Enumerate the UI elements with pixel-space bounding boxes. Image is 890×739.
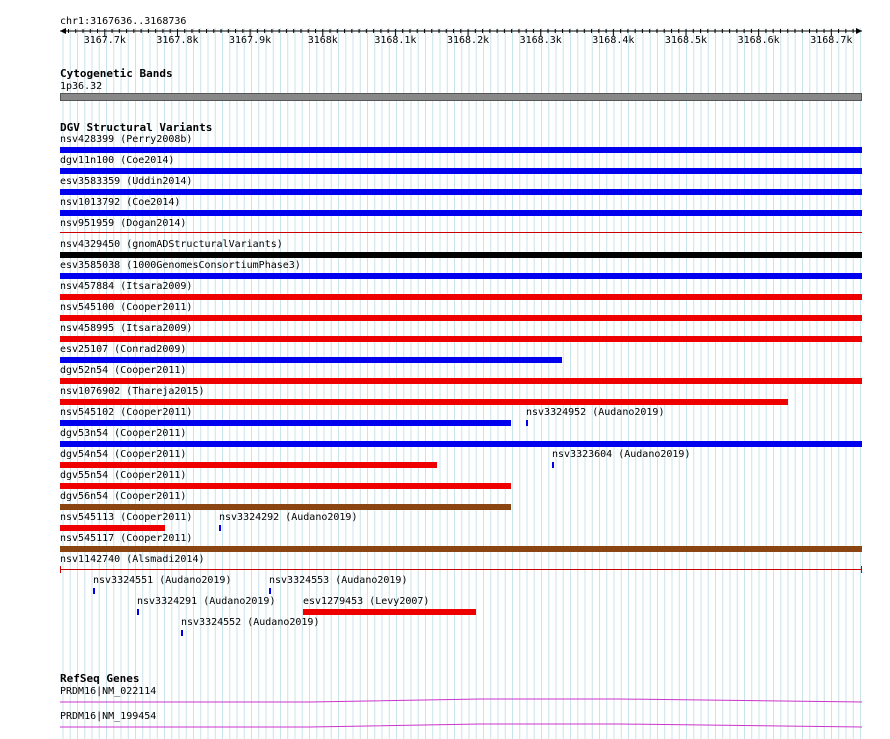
- dgv-feature-bar[interactable]: [303, 609, 476, 615]
- dgv-feature-bar[interactable]: [60, 315, 862, 321]
- ruler-tick-label: 3168.5k: [664, 35, 708, 46]
- dgv-feature-bar[interactable]: [60, 525, 165, 531]
- dgv-feature-label[interactable]: dgv53n54 (Cooper2011): [60, 428, 187, 439]
- dgv-feature-end-cap: [861, 566, 862, 573]
- ruler-right-arrow-icon: [856, 28, 862, 34]
- dgv-feature-bar[interactable]: [60, 168, 862, 174]
- ruler-tick-label: 3168.7k: [810, 35, 853, 46]
- ruler-tick-label: 3168.6k: [737, 35, 780, 46]
- dgv-feature-label[interactable]: nsv3324291 (Audano2019): [137, 596, 276, 607]
- dgv-feature-label[interactable]: nsv428399 (Perry2008b): [60, 134, 193, 145]
- dgv-feature-bar[interactable]: [137, 609, 139, 615]
- dgv-feature-label[interactable]: dgv55n54 (Cooper2011): [60, 470, 187, 481]
- dgv-feature-bar[interactable]: [60, 399, 788, 405]
- dgv-feature-label[interactable]: nsv545113 (Cooper2011): [60, 512, 193, 523]
- dgv-feature-label[interactable]: esv3583359 (Uddin2014): [60, 176, 193, 187]
- ruler-tick-label: 3167.9k: [229, 35, 272, 46]
- dgv-feature-bar[interactable]: [60, 294, 862, 300]
- dgv-feature-label[interactable]: dgv11n100 (Coe2014): [60, 155, 175, 166]
- dgv-feature-bar[interactable]: [60, 336, 862, 342]
- ruler-tick-label: 3167.7k: [83, 35, 126, 46]
- cytoband-track-title: Cytogenetic Bands: [60, 67, 173, 80]
- ruler-tick-label: 3168.1k: [374, 35, 417, 46]
- dgv-feature-bar[interactable]: [552, 462, 554, 468]
- refseq-gene-intron-line[interactable]: [60, 698, 862, 706]
- refseq-gene-path: [60, 699, 862, 702]
- ruler-tick-label: 3168.2k: [446, 35, 490, 46]
- dgv-feature-end-cap: [60, 566, 61, 573]
- dgv-feature-label[interactable]: nsv3323604 (Audano2019): [552, 449, 691, 460]
- dgv-feature-bar[interactable]: [60, 462, 437, 468]
- dgv-feature-bar[interactable]: [219, 525, 221, 531]
- dgv-feature-bar[interactable]: [93, 588, 95, 594]
- dgv-feature-bar[interactable]: [60, 210, 862, 216]
- dgv-feature-label[interactable]: nsv4329450 (gnomADStructuralVariants): [60, 239, 283, 250]
- dgv-feature-bar[interactable]: [60, 189, 862, 195]
- dgv-feature-label[interactable]: nsv1013792 (Coe2014): [60, 197, 181, 208]
- ruler-tick-label: 3167.8k: [156, 35, 199, 46]
- dgv-feature-bar[interactable]: [60, 420, 511, 426]
- dgv-feature-label[interactable]: nsv545117 (Cooper2011): [60, 533, 193, 544]
- refseq-gene-path: [60, 724, 862, 727]
- location-label: chr1:3167636..3168736: [60, 16, 187, 27]
- dgv-feature-label[interactable]: nsv3324553 (Audano2019): [269, 575, 408, 586]
- dgv-feature-label[interactable]: nsv458995 (Itsara2009): [60, 323, 193, 334]
- dgv-feature-bar[interactable]: [60, 546, 862, 552]
- dgv-feature-label[interactable]: esv3585038 (1000GenomesConsortiumPhase3): [60, 260, 301, 271]
- dgv-feature-bar[interactable]: [60, 147, 862, 153]
- dgv-feature-bar[interactable]: [60, 252, 862, 258]
- dgv-feature-bar[interactable]: [60, 504, 511, 510]
- ruler-tick-label: 3168.4k: [592, 35, 635, 46]
- dgv-feature-bar[interactable]: [60, 357, 562, 363]
- dgv-feature-label[interactable]: nsv3324292 (Audano2019): [219, 512, 358, 523]
- dgv-feature-bar[interactable]: [60, 273, 862, 279]
- dgv-feature-bar[interactable]: [60, 569, 862, 570]
- dgv-feature-bar[interactable]: [60, 483, 511, 489]
- ruler-left-arrow-icon: [60, 28, 66, 34]
- dgv-feature-bar[interactable]: [60, 232, 862, 233]
- dgv-feature-label[interactable]: esv1279453 (Levy2007): [303, 596, 430, 607]
- dgv-feature-label[interactable]: nsv3324551 (Audano2019): [93, 575, 232, 586]
- dgv-feature-label[interactable]: dgv56n54 (Cooper2011): [60, 491, 187, 502]
- refseq-gene-label[interactable]: PRDM16|NM_199454: [60, 711, 157, 722]
- refseq-gene-label[interactable]: PRDM16|NM_022114: [60, 686, 157, 697]
- dgv-feature-bar[interactable]: [60, 378, 862, 384]
- dgv-feature-label[interactable]: nsv1142740 (Alsmadi2014): [60, 554, 205, 565]
- dgv-feature-label[interactable]: nsv1076902 (Thareja2015): [60, 386, 205, 397]
- dgv-feature-bar[interactable]: [269, 588, 271, 594]
- cytoband-band-label: 1p36.32: [60, 81, 103, 92]
- dgv-feature-label[interactable]: nsv457884 (Itsara2009): [60, 281, 193, 292]
- dgv-feature-label[interactable]: dgv52n54 (Cooper2011): [60, 365, 187, 376]
- dgv-feature-label[interactable]: dgv54n54 (Cooper2011): [60, 449, 187, 460]
- dgv-feature-bar[interactable]: [181, 630, 183, 636]
- refseq-gene-intron-line[interactable]: [60, 723, 862, 731]
- dgv-track-title: DGV Structural Variants: [60, 121, 213, 134]
- dgv-feature-label[interactable]: nsv951959 (Dogan2014): [60, 218, 187, 229]
- dgv-feature-label[interactable]: nsv3324552 (Audano2019): [181, 617, 320, 628]
- dgv-feature-label[interactable]: nsv545102 (Cooper2011): [60, 407, 193, 418]
- ruler-tick-label: 3168k: [307, 35, 338, 46]
- dgv-feature-bar[interactable]: [526, 420, 528, 426]
- dgv-feature-label[interactable]: esv25107 (Conrad2009): [60, 344, 187, 355]
- dgv-feature-label[interactable]: nsv545100 (Cooper2011): [60, 302, 193, 313]
- ruler-tick-label: 3168.3k: [519, 35, 562, 46]
- refseq-track-title: RefSeq Genes: [60, 672, 140, 685]
- dgv-feature-label[interactable]: nsv3324952 (Audano2019): [526, 407, 665, 418]
- cytoband-bar[interactable]: [60, 93, 862, 101]
- dgv-feature-bar[interactable]: [60, 441, 862, 447]
